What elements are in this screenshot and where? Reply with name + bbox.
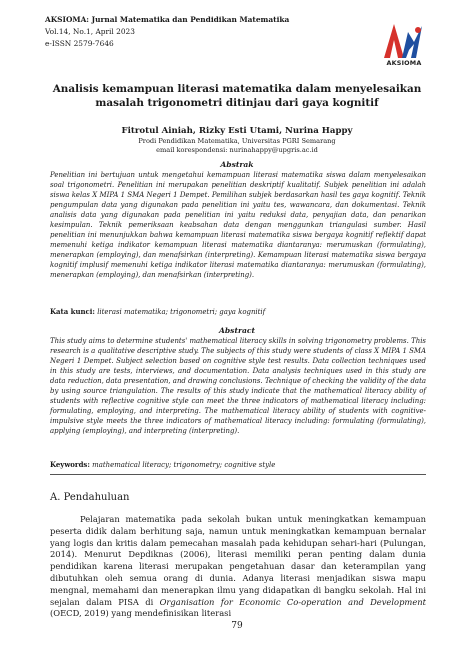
- kata-kunci-label: Kata kunci:: [50, 307, 95, 316]
- abstract-text: This study aims to determine students' mathematical literacy skills in solving trigonometry problems. This research is a qualitative descriptive study. The subjects of this study were students of class X MIPA 1 SMA Negeri 1 Dempet. Subject selection based on cognitive style test results. Data collection techniques used in this study are tests, interviews, and documentation. Data analysis techniques used in this study are data reduction, data presentation, and drawing conclusions. Technique of checking the validity of the data by using source triangulation. The results of this study indicate that the mathematical literacy ability of students with reflective cognitive style can meet the three indicators of mathematical literacy including: formulating, employing, and interpreting. The mathematical literacy ability of students with cognitive-impulsive style meets the three indicators of mathematical literacy including: formulating (formulating), applying (employing), and interpreting (interpreting).: [50, 337, 426, 436]
- section-heading: A. Pendahuluan: [50, 492, 130, 503]
- intro-text-start: Pelajaran matematika pada sekolah bukan untuk meningkatkan kemampuan peserta didik dalam berhitung saja, namun untuk meningkatkan kemampuan bernalar yang logis dan kritis dalam pemecahan masalah pada kehidupan sehari-hari (Pulungan, 2014). Menurut Depdiknas (2006), literasi memiliki peran penting dalam dunia pendidikan karena literasi merupakan pengetahuan dasar dan keterampilan yang dibutuhkan oleh semua orang di dunia. Adanya literasi menjadikan siswa mapu mengnal, memahami dan menerapkan ilmu yang didapatkan di bangku sekolah. Hal ini sejalan dalam PISA di: [50, 514, 426, 607]
- journal-volume: Vol.14, No.1, April 2023: [45, 27, 135, 37]
- kata-kunci: [50, 307, 426, 316]
- logo-wordmark: AKSIOMA: [386, 59, 422, 67]
- page-number: 79: [231, 621, 243, 631]
- abstract-heading: Abstract: [218, 326, 256, 335]
- keywords-label: Keywords:: [50, 460, 90, 469]
- intro-text-italic: Organisation for Economic Co-operation and Development: [159, 596, 426, 607]
- abstrak-text: Penelitian ini bertujuan untuk mengetahui kemampuan literasi matematika siswa dalam menyelesaikan soal trigonometri. Penelitian ini merupakan penelitian deskriptif kualitatif. Subjek penelitian ini adalah siswa kelas X MIPA 1 SMA Negeri 1 Dempet. Pemilihan subjek berdasarkan hasil tes gaya kognitif. Teknik pengumpulan data yang digunakan pada penelitian ini yaitu tes, wawancara, dan dokumentasi. Teknik analisis data yang digunakan pada penelitian ini yaitu reduksi data, penyajian data, dan penarikan kesimpulan. Teknik pemeriksaan keabsahan data dengan menggunkan triangulasi sumber. Hasil penelitian ini menunjukkan bahwa kemampuan literasi matematika siswa bergaya kognitif reflektif dapat memenuhi ketiga indikator kemampuan literasi matematika diantaranya: merumuskan (formulating), menerapkan (employing), dan menafsirkan (interpreting). Kemampuan literasi matematika siswa bergaya kognitif implusif memenuhi ketiga indikator literasi matematika diantaranya: merumuskan (formulating), menerapkan (employing), dan menafsirkan (interpreting).: [50, 171, 426, 280]
- journal-header: [45, 14, 289, 51]
- intro-text-end: (OECD, 2019) yang mendefinisikan literasi: [50, 608, 232, 619]
- corresponding-email: email korespondensi: nurinahappy@upgris.ac.id: [156, 146, 318, 155]
- journal-issn: e-ISSN 2579-7646: [45, 39, 114, 49]
- keywords-values: mathematical literacy; trigonometry; cognitive style: [92, 461, 276, 469]
- body-text: [50, 514, 426, 620]
- keywords: [50, 460, 426, 469]
- kata-kunci-values: literasi matematika; trigonometri; gaya kognitif: [97, 308, 266, 316]
- aksioma-logo-icon: [380, 20, 426, 60]
- affiliation: Prodi Pendidikan Matematika, Universitas PGRI Semarang: [138, 137, 336, 145]
- affiliation-block: [45, 137, 429, 156]
- journal-name: AKSIOMA: Jurnal Matematika dan Pendidikan Matematika: [45, 15, 290, 24]
- section-divider: [50, 474, 426, 475]
- intro-paragraph: [50, 514, 426, 620]
- article-title: Analisis kemampuan literasi matematika dalam menyelesaikan masalah trigonometri ditinjau dari gaya kognitif: [52, 83, 422, 109]
- abstrak-heading: Abstrak: [220, 160, 254, 169]
- author-list: Fitrotul Ainiah, Rizky Esti Utami, Nurina Happy: [121, 126, 353, 136]
